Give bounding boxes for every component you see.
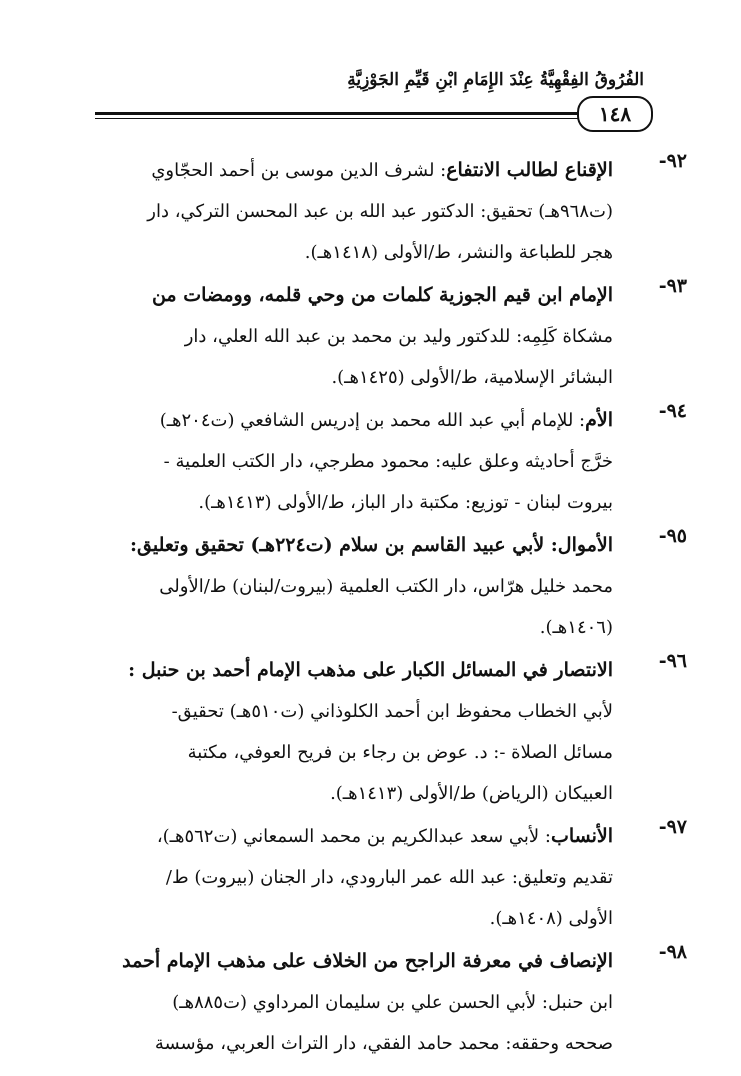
entry-number: ٩٥-	[658, 525, 687, 547]
entry-line: تقديم وتعليق: عبد الله عمر البارودي، دار الجنان (بيروت) ط/	[165, 867, 613, 888]
entry-title: الأم	[585, 409, 613, 431]
entry-line: : لشرف الدين موسى بن أحمد الحجّاوي	[151, 160, 447, 181]
bibliography-entry	[96, 816, 687, 939]
entry-line: (١٤٠٦هـ).	[539, 617, 613, 638]
entry-title: الإقناع لطالب الانتفاع	[446, 159, 613, 181]
entry-number: ٩٢-	[658, 150, 687, 172]
entry-line: هجر للطباعة والنشر، ط/الأولى (١٤١٨هـ).	[304, 242, 613, 263]
entry-line: مسائل الصلاة -: د. عوض بن رجاء بن فريح العوفي، مكتبة	[187, 742, 613, 763]
page-number: ١٤٨	[577, 96, 653, 132]
entry-line: مشكاة كَلِمِه: للدكتور وليد بن محمد بن عبد الله العلي، دار	[184, 326, 613, 347]
bibliography-entry	[96, 275, 687, 398]
header-rule-thin	[95, 118, 648, 119]
bibliography-entry	[96, 650, 687, 814]
entry-title: الانتصار في المسائل الكبار على مذهب الإمام أحمد بن حنبل :	[128, 659, 613, 681]
entry-number: ٩٣-	[658, 275, 687, 297]
entry-line: البشائر الإسلامية، ط/الأولى (١٤٢٥هـ).	[331, 367, 613, 388]
entry-line: : لأبي سعد عبدالكريم بن محمد السمعاني (ت٥٦٢هـ)،	[156, 826, 551, 847]
header-rule	[95, 112, 648, 115]
bibliography-entry	[96, 400, 687, 523]
running-title: الفُرُوقُ الفِقْهِيَّةُ عِنْدَ الإِمَامِ ابْنِ قَيِّمِ الجَوْزِيَّةِ	[347, 70, 644, 90]
entry-line: العبيكان (الرياض) ط/الأولى (١٤١٣هـ).	[330, 783, 613, 804]
entry-line: محمد خليل هرّاس، دار الكتب العلمية (بيروت/لبنان) ط/الأولى	[159, 576, 613, 597]
entry-line: : للإمام أبي عبد الله محمد بن إدريس الشافعي (ت٢٠٤هـ)	[159, 410, 586, 431]
bibliography-entry	[96, 150, 687, 273]
entry-line: خرَّج أحاديثه وعلق عليه: محمود مطرجي، دار الكتب العلمية -	[163, 451, 613, 472]
entry-number: ٩٨-	[658, 941, 687, 963]
entry-number: ٩٦-	[658, 650, 687, 672]
entry-line: بيروت لبنان - توزيع: مكتبة دار الباز، ط/الأولى (١٤١٣هـ).	[198, 492, 613, 513]
entry-title: الأموال: لأبي عبيد القاسم بن سلام (ت٢٢٤هـ) تحقيق وتعليق:	[130, 534, 613, 556]
bibliography-list	[96, 150, 687, 1066]
entry-line: صححه وحققه: محمد حامد الفقي، دار التراث العربي، مؤسسة	[154, 1033, 613, 1054]
entry-line: لأبي الخطاب محفوظ ابن أحمد الكلوذاني (ت٥١٠هـ) تحقيق-	[171, 701, 613, 722]
entry-title: الإنصاف في معرفة الراجح من الخلاف على مذهب الإمام أحمد	[122, 950, 613, 972]
entry-title: الإمام ابن قيم الجوزية كلمات من وحي قلمه، وومضات من	[151, 284, 613, 306]
bibliography-entry	[96, 525, 687, 648]
entry-number: ٩٧-	[658, 816, 687, 838]
entry-title: الأنساب	[550, 825, 613, 847]
entry-line: ابن حنبل: لأبي الحسن علي بن سليمان المرداوي (ت٨٨٥هـ)	[172, 992, 613, 1013]
entry-number: ٩٤-	[658, 400, 687, 422]
bibliography-entry	[96, 941, 687, 1064]
entry-line: (ت٩٦٨هـ) تحقيق: الدكتور عبد الله بن عبد المحسن التركي، دار	[147, 201, 613, 222]
entry-line: الأولى (١٤٠٨هـ).	[489, 908, 613, 929]
